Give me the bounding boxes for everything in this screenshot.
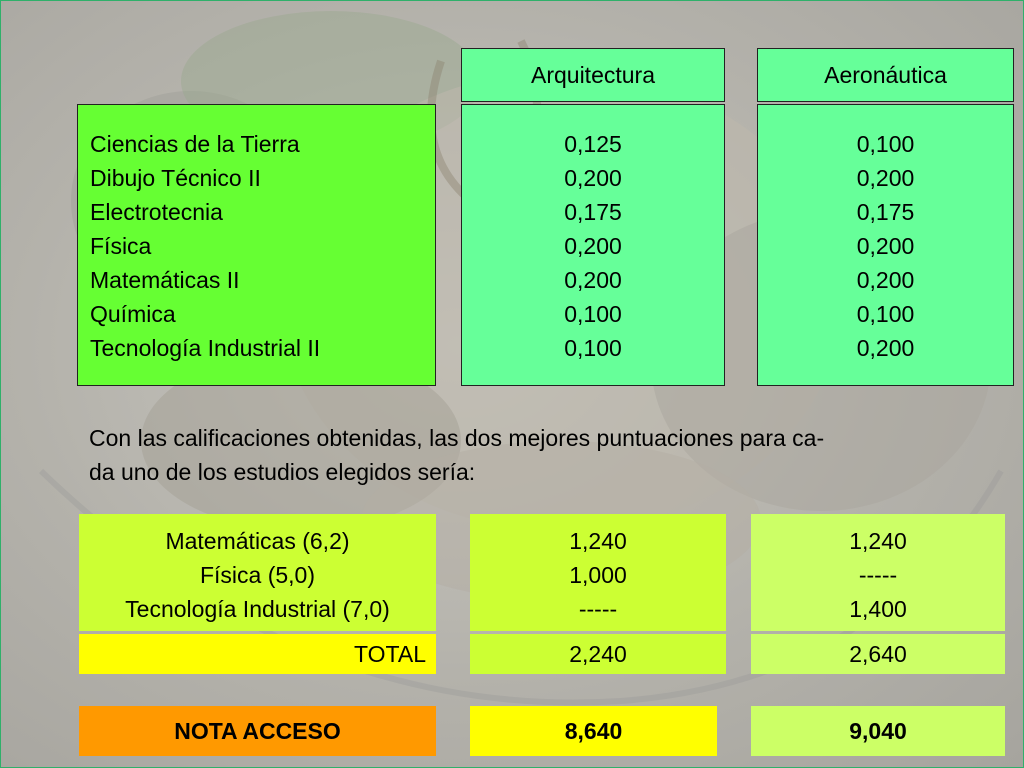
nota-aeronautica: 9,040: [751, 706, 1005, 756]
weight-value: 0,200: [856, 335, 915, 361]
weight-value: 0,200: [856, 267, 915, 293]
subject-item: Ciencias de la Tierra: [90, 131, 300, 157]
grade-item: Tecnología Industrial (7,0): [125, 596, 390, 622]
weight-value: 0,125: [564, 131, 622, 157]
subject-item: Tecnología Industrial II: [90, 335, 321, 361]
points-value: 1,000: [569, 562, 627, 588]
subject-item: Química: [90, 301, 176, 327]
weight-value: 0,200: [564, 165, 622, 191]
header-arquitectura: Arquitectura: [461, 48, 725, 102]
weight-value: 0,100: [856, 131, 915, 157]
nota-acceso-label: NOTA ACCESO: [79, 706, 436, 756]
weights-arquitectura: [461, 104, 725, 386]
weight-value: 0,200: [856, 233, 915, 259]
points-value: 1,240: [849, 528, 907, 554]
points-value: 1,400: [849, 596, 907, 622]
subject-item: Electrotecnia: [90, 199, 223, 225]
weight-value: 0,175: [564, 199, 622, 225]
explanation-paragraph: [89, 421, 1009, 489]
weight-value: 0,200: [856, 165, 915, 191]
points-arquitectura: [470, 514, 726, 631]
grades-list: [79, 514, 436, 631]
subject-item: Física: [90, 233, 152, 259]
subject-item: Dibujo Técnico II: [90, 165, 261, 191]
paragraph-line: da uno de los estudios elegidos sería:: [89, 459, 476, 485]
weight-value: 0,200: [564, 233, 622, 259]
weight-value: 0,175: [856, 199, 915, 225]
paragraph-line: Con las calificaciones obtenidas, las dos mejores puntuaciones para ca-: [89, 425, 825, 451]
weight-value: 0,200: [564, 267, 622, 293]
weights-aeronautica: [757, 104, 1014, 386]
subjects-list: [77, 104, 436, 386]
weight-value: 0,100: [564, 301, 622, 327]
points-aeronautica: [751, 514, 1005, 631]
points-value: -----: [858, 562, 898, 588]
weight-value: 0,100: [564, 335, 622, 361]
nota-arquitectura: 8,640: [470, 706, 717, 756]
points-value: -----: [578, 596, 618, 622]
header-aeronautica: Aeronáutica: [757, 48, 1014, 102]
total-label: TOTAL: [79, 634, 436, 674]
total-arquitectura: 2,240: [470, 634, 726, 674]
points-value: 1,240: [569, 528, 627, 554]
subject-item: Matemáticas II: [90, 267, 240, 293]
weight-value: 0,100: [856, 301, 915, 327]
grade-item: Física (5,0): [199, 562, 316, 588]
grade-item: Matemáticas (6,2): [165, 528, 350, 554]
total-aeronautica: 2,640: [751, 634, 1005, 674]
